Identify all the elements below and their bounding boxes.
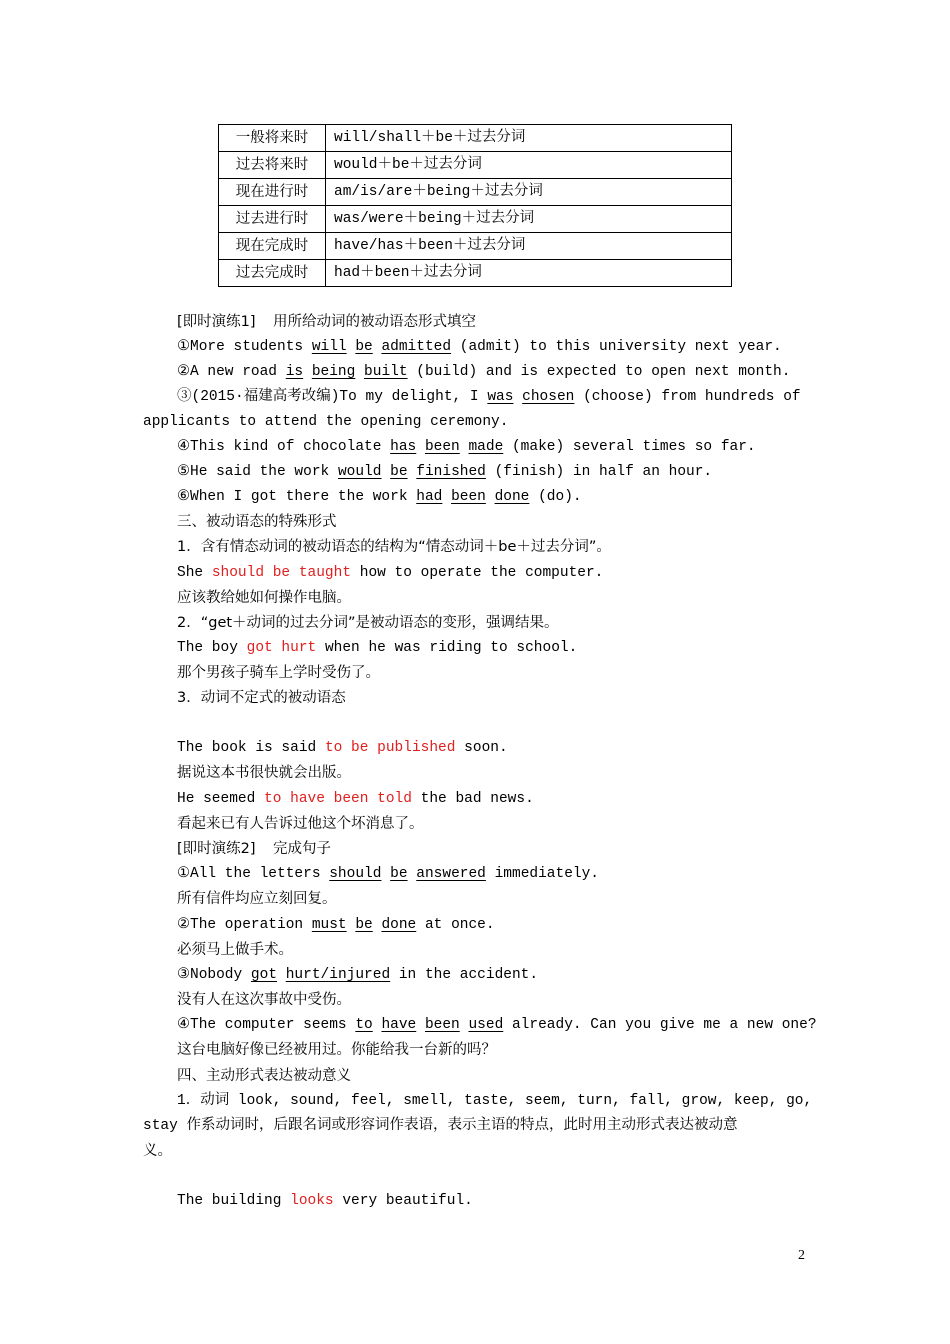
sentence-text: The building xyxy=(177,1193,291,1209)
example-sentence xyxy=(177,563,603,583)
highlight-phrase: should be taught xyxy=(211,565,352,581)
sentence-text: ①More students xyxy=(177,339,312,355)
answer-word: done xyxy=(494,489,530,505)
answer-word: should xyxy=(329,866,382,882)
answer-word: being xyxy=(311,364,356,380)
example-sentence xyxy=(177,789,534,809)
exercise-instruction: 完成句子 xyxy=(272,841,331,857)
example-sentence xyxy=(177,738,508,758)
example-translation: 应该教给她如何操作电脑。 xyxy=(177,590,351,606)
exercise2-item xyxy=(177,864,599,884)
sentence-text: the bad news. xyxy=(411,791,534,807)
answer-word: be xyxy=(355,917,373,933)
answer-word: be xyxy=(390,866,408,882)
rule-text: 1．含有情态动词的被动语态的结构为“情态动词＋be＋过去分词”。 xyxy=(177,539,611,555)
exercise1-item-continued: applicants to attend the opening ceremony. xyxy=(143,414,509,430)
answer-word: had xyxy=(416,489,443,505)
highlight-phrase: to have been told xyxy=(264,791,412,807)
answer-word: to xyxy=(355,1017,373,1033)
sentence-text: The boy xyxy=(177,640,247,656)
exercise2-heading xyxy=(177,839,331,860)
exercise-instruction: 用所给动词的被动语态形式填空 xyxy=(272,314,476,330)
exercise-tag: [即时演练1] xyxy=(177,314,256,330)
table-row xyxy=(219,233,732,260)
answer-word: must xyxy=(311,917,347,933)
answer-word: been xyxy=(424,439,460,455)
rule-text-continued: 义。 xyxy=(143,1143,172,1159)
answer-word: will xyxy=(311,339,347,355)
passive-tense-table xyxy=(218,124,732,287)
answer-word: used xyxy=(468,1017,504,1033)
table-row xyxy=(219,206,732,233)
example-sentence xyxy=(177,638,577,658)
tense-name: 过去完成时 xyxy=(219,260,326,287)
table-row xyxy=(219,152,732,179)
page-number: 2 xyxy=(798,1248,805,1263)
sentence-text: how to operate the computer. xyxy=(351,565,604,581)
sentence-text: She xyxy=(177,565,212,581)
sentence-text: (admit) to this university next year. xyxy=(451,339,782,355)
example-translation: 那个男孩子骑车上学时受伤了。 xyxy=(177,665,380,681)
sentence-text: ①All the letters xyxy=(177,866,330,882)
tense-name: 过去将来时 xyxy=(219,152,326,179)
tense-form: have/has＋been＋过去分词 xyxy=(326,233,732,260)
example-translation: 据说这本书很快就会出版。 xyxy=(177,765,351,781)
answer-word: has xyxy=(390,439,417,455)
exercise2-item xyxy=(177,915,495,935)
exercise1-item xyxy=(177,437,756,457)
sentence-text: immediately. xyxy=(485,866,600,882)
answer-word: chosen xyxy=(522,389,575,405)
tense-name: 一般将来时 xyxy=(219,125,326,152)
rule-text: 3．动词不定式的被动语态 xyxy=(177,690,346,706)
answer-word: hurt/injured xyxy=(285,967,391,983)
exercise2-translation: 必须马上做手术。 xyxy=(177,942,293,958)
tense-form: am/is/are＋being＋过去分词 xyxy=(326,179,732,206)
exercise1-item xyxy=(177,337,782,357)
answer-word: been xyxy=(451,489,486,505)
example-translation: 看起来已有人告诉过他这个坏消息了。 xyxy=(177,816,424,832)
answer-word: was xyxy=(487,389,514,405)
highlight-phrase: to be published xyxy=(324,740,456,756)
exercise2-translation: 所有信件均应立刻回复。 xyxy=(177,891,337,907)
table-row xyxy=(219,179,732,206)
tense-form: would＋be＋过去分词 xyxy=(326,152,732,179)
answer-word: done xyxy=(381,917,417,933)
tense-form: had＋been＋过去分词 xyxy=(326,260,732,287)
section-title: 四、主动形式表达被动意义 xyxy=(177,1068,351,1084)
highlight-phrase: looks xyxy=(290,1193,334,1209)
answer-word: built xyxy=(364,364,408,380)
table-row xyxy=(219,260,732,287)
rule-text: 1．动词 look, sound, feel, smell, taste, seem, turn, fall, grow, keep, go, xyxy=(177,1093,813,1109)
answer-word: finished xyxy=(416,464,486,480)
answer-word: be xyxy=(390,464,408,480)
sentence-text: (build) and is expected to open next month. xyxy=(407,364,791,380)
sentence-text: The book is said xyxy=(177,740,325,756)
answer-word: would xyxy=(337,464,382,480)
sentence-text: ④The computer seems xyxy=(177,1017,356,1033)
exercise1-item xyxy=(177,362,790,382)
sentence-text: (choose) from hundreds of xyxy=(574,389,801,405)
sentence-text: He seemed xyxy=(177,791,265,807)
sentence-text: very beautiful. xyxy=(333,1193,473,1209)
exercise-tag: [即时演练2] xyxy=(177,841,256,857)
sentence-text: (make) several times so far. xyxy=(503,439,756,455)
answer-word: made xyxy=(468,439,504,455)
answer-word: be xyxy=(355,339,373,355)
section-title: 三、被动语态的特殊形式 xyxy=(177,514,337,530)
answer-word: is xyxy=(285,364,304,380)
sentence-text: ②The operation xyxy=(177,917,312,933)
tense-name: 过去进行时 xyxy=(219,206,326,233)
example-sentence xyxy=(177,1191,473,1211)
exercise1-item xyxy=(177,487,582,507)
sentence-text: (do). xyxy=(529,489,582,505)
sentence-text: already. Can you give me a new one? xyxy=(503,1017,817,1033)
highlight-phrase: got hurt xyxy=(246,640,317,656)
sentence-text: soon. xyxy=(455,740,508,756)
exercise2-item xyxy=(177,965,538,985)
sentence-text: ⑥When I got there the work xyxy=(177,489,417,505)
tense-name: 现在进行时 xyxy=(219,179,326,206)
sentence-text: ③Nobody xyxy=(177,967,251,983)
sentence-text: ②A new road xyxy=(177,364,286,380)
rule-text: 2．“get＋动词的过去分词”是被动语态的变形，强调结果。 xyxy=(177,615,559,631)
exercise1-heading xyxy=(177,312,476,333)
answer-word: been xyxy=(424,1017,460,1033)
tense-name: 现在完成时 xyxy=(219,233,326,260)
sentence-text: in the accident. xyxy=(390,967,539,983)
sentence-text: ③(2015·福建高考改编)To my delight, I xyxy=(177,389,488,405)
exercise2-item xyxy=(177,1015,817,1035)
sentence-text: ④This kind of chocolate xyxy=(177,439,391,455)
answer-word: answered xyxy=(416,866,486,882)
sentence-text: (finish) in half an hour. xyxy=(485,464,713,480)
sentence-text: at once. xyxy=(416,917,495,933)
rule-text-continued: stay 作系动词时，后跟名词或形容词作表语，表示主语的特点，此时用主动形式表达被动意 xyxy=(143,1118,738,1134)
answer-word: admitted xyxy=(381,339,452,355)
exercise2-translation: 没有人在这次事故中受伤。 xyxy=(177,992,351,1008)
sentence-text: ⑤He said the work xyxy=(177,464,338,480)
answer-word: got xyxy=(250,967,278,983)
exercise2-translation: 这台电脑好像已经被用过。你能给我一台新的吗？ xyxy=(177,1042,496,1058)
tense-form: was/were＋being＋过去分词 xyxy=(326,206,732,233)
answer-word: have xyxy=(381,1017,417,1033)
exercise1-item xyxy=(177,387,801,407)
table-row xyxy=(219,125,732,152)
exercise1-item xyxy=(177,462,712,482)
sentence-text: when he was riding to school. xyxy=(316,640,578,656)
tense-form: will/shall＋be＋过去分词 xyxy=(326,125,732,152)
